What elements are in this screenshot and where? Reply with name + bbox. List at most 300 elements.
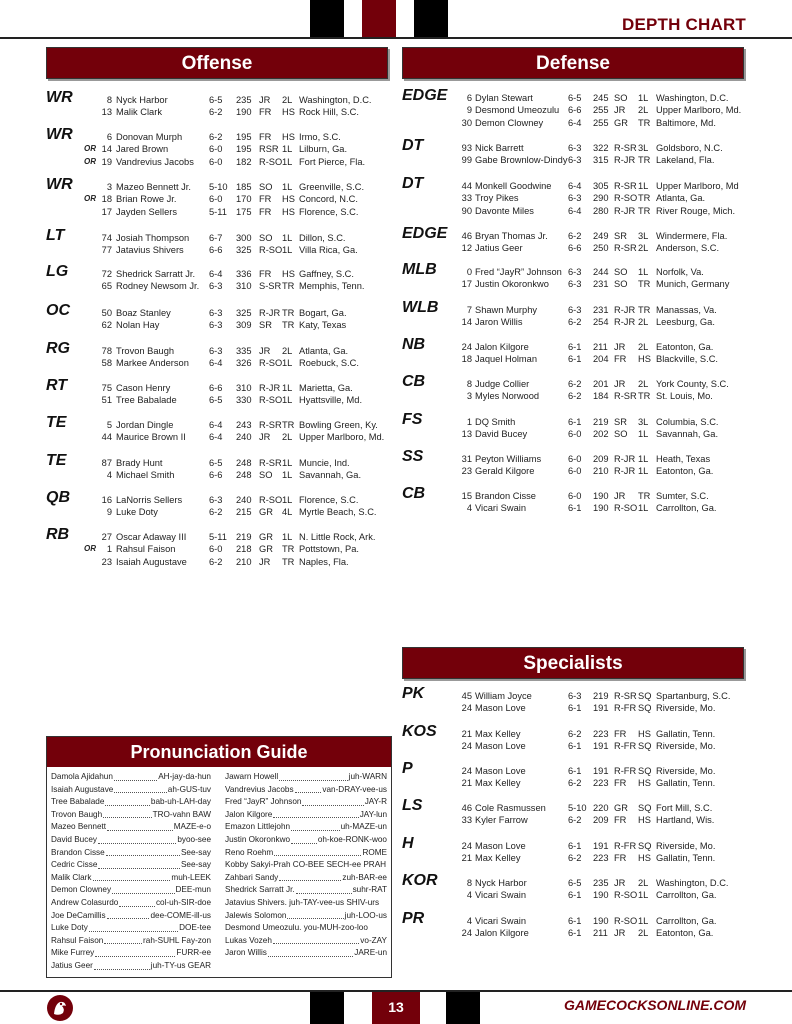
player-weight: 185 <box>236 182 252 192</box>
player-hometown: Fort Pierce, Fla. <box>299 156 366 167</box>
jersey-number: 0 <box>466 267 472 277</box>
player-height: 6-6 <box>568 105 582 116</box>
player-weight: 211 <box>593 928 608 939</box>
pronunciation-name: Jaron Willis <box>225 948 267 958</box>
player-height: 6-2 <box>568 815 582 826</box>
player-row <box>402 702 748 714</box>
player-height: 6-0 <box>209 156 223 167</box>
jersey-number: 62 <box>101 320 112 331</box>
position-label: H <box>402 835 414 852</box>
player-name: Nyck Harbor <box>475 878 527 888</box>
player-hometown: Hyattsville, Md. <box>299 395 363 406</box>
player-row <box>46 319 392 331</box>
pronunciation-name: Jatius Geer <box>51 960 93 970</box>
player-experience: 2L <box>638 342 649 352</box>
player-name: Tree Babalade <box>116 395 177 406</box>
leader-dots <box>98 859 180 869</box>
player-height: 6-5 <box>209 458 223 468</box>
player-experience: TR <box>282 281 295 292</box>
player-experience: 2L <box>638 928 649 939</box>
leader-dots <box>273 809 358 819</box>
player-hometown: Gallatin, Tenn. <box>656 853 716 864</box>
player-class: FR <box>614 815 627 826</box>
position-group <box>402 336 748 366</box>
player-hometown: Washington, D.C. <box>656 878 729 888</box>
player-weight: 223 <box>593 853 609 864</box>
player-experience: TR <box>282 544 295 555</box>
player-class: JR <box>259 346 271 356</box>
player-height: 6-2 <box>209 107 223 118</box>
player-hometown: Rock Hill, S.C. <box>299 107 359 118</box>
player-experience: 2L <box>638 105 649 116</box>
player-class: R-FR <box>614 703 637 714</box>
player-weight: 240 <box>236 495 252 505</box>
player-height: 6-1 <box>568 503 582 514</box>
player-row <box>402 428 748 440</box>
pronunciation-name: Damola Ajidahun <box>51 772 113 781</box>
jersey-number: 14 <box>461 317 472 328</box>
pronunciation-name: Shedrick Sarratt Jr. <box>225 885 295 895</box>
player-row <box>402 465 748 477</box>
or-indicator: OR <box>84 144 96 154</box>
player-experience: TR <box>282 320 295 331</box>
position-group <box>46 227 392 257</box>
player-name: Kyler Farrow <box>475 815 528 826</box>
pronunciation-value: MAZE-e-o <box>173 822 211 832</box>
player-height: 6-7 <box>209 233 223 243</box>
player-weight: 249 <box>593 231 609 241</box>
pronunciation-entry <box>225 897 387 910</box>
player-experience: 1L <box>282 532 293 542</box>
player-weight: 201 <box>593 379 609 389</box>
player-weight: 190 <box>593 916 609 926</box>
player-name: Boaz Stanley <box>116 308 171 318</box>
pronunciation-entry <box>225 796 387 809</box>
player-weight: 195 <box>236 132 252 142</box>
leader-dots <box>106 847 180 857</box>
player-height: 6-1 <box>568 741 582 752</box>
player-hometown: Lilburn, Ga. <box>299 144 348 155</box>
player-experience: 2L <box>282 95 293 105</box>
player-class: GR <box>259 507 273 518</box>
leader-dots <box>89 922 178 932</box>
pronunciation-name: Emazon Littlejohn <box>225 822 291 832</box>
player-class: R-SO <box>614 916 638 926</box>
pronunciation-value: zuh-BAR-ee <box>342 872 387 882</box>
pronunciation-entry <box>51 884 211 897</box>
player-row <box>46 206 392 218</box>
leader-dots <box>107 821 173 831</box>
pronunciation-column-right <box>225 771 387 960</box>
pronunciation-value: juh-LOO-us <box>344 910 387 920</box>
pronunciation-value: See-say <box>180 860 211 870</box>
pronunciation-entry <box>51 796 211 809</box>
player-row <box>402 316 748 328</box>
pronunciation-name: Desmond Umeozulu. you-MUH-zoo-loo <box>225 923 368 933</box>
pronunciation-name: Tree Babalade <box>51 797 105 807</box>
player-weight: 190 <box>593 503 609 514</box>
position-label: PK <box>402 685 425 702</box>
player-name: Rodney Newsom Jr. <box>116 281 200 292</box>
player-name: William Joyce <box>475 691 532 701</box>
pronunciation-value: uh-MAZE-un <box>340 822 387 832</box>
player-row <box>46 556 392 568</box>
player-class: R-JR <box>259 383 281 393</box>
player-row <box>46 244 392 256</box>
player-row <box>46 377 392 394</box>
player-weight: 223 <box>593 778 609 789</box>
player-hometown: Riverside, Mo. <box>656 841 716 851</box>
jersey-number: 21 <box>461 778 472 789</box>
player-height: 6-1 <box>568 342 582 352</box>
position-label: EDGE <box>402 87 448 104</box>
player-name: Max Kelley <box>475 729 521 739</box>
player-name: Nick Barrett <box>475 143 524 153</box>
player-name: Judge Collier <box>475 379 530 389</box>
player-experience: 3L <box>638 143 649 153</box>
player-experience: 1L <box>282 358 293 369</box>
player-name: Vicari Swain <box>475 890 526 901</box>
player-experience: TR <box>638 205 651 216</box>
player-height: 6-2 <box>568 317 582 328</box>
pronunciation-name: Jalon Kilgore <box>225 809 273 819</box>
player-weight: 211 <box>593 342 608 352</box>
player-class: SO <box>259 470 273 481</box>
position-label: QB <box>46 489 70 506</box>
position-label: WR <box>46 176 73 193</box>
player-height: 6-3 <box>568 143 582 153</box>
player-name: Gerald Kilgore <box>475 466 535 477</box>
player-class: FR <box>614 729 627 739</box>
website-link[interactable]: GAMECOCKSONLINE.COM <box>564 997 746 1013</box>
jersey-number: 18 <box>461 354 472 365</box>
player-height: 6-3 <box>209 346 223 356</box>
leader-dots <box>287 910 343 920</box>
player-weight: 309 <box>236 320 252 331</box>
player-experience: HS <box>282 269 295 279</box>
jersey-number: 7 <box>466 305 472 315</box>
position-group <box>402 685 748 715</box>
player-class: S-SR <box>259 281 282 292</box>
player-height: 6-0 <box>568 454 582 464</box>
player-weight: 250 <box>593 243 609 254</box>
position-group <box>46 176 392 218</box>
player-hometown: Pottstown, Pa. <box>299 544 359 555</box>
leader-dots <box>95 947 175 957</box>
player-hometown: St. Louis, Mo. <box>656 391 713 402</box>
player-weight: 223 <box>593 729 609 739</box>
player-height: 6-3 <box>568 279 582 290</box>
pronunciation-name: Isaiah Augustave <box>51 784 114 794</box>
player-row <box>46 506 392 518</box>
player-height: 6-1 <box>568 703 582 714</box>
jersey-number: 6 <box>106 132 112 142</box>
player-name: Markee Anderson <box>116 358 189 369</box>
jersey-number: 45 <box>461 691 472 701</box>
player-weight: 325 <box>236 245 252 256</box>
player-row <box>402 192 748 204</box>
position-group <box>46 340 392 370</box>
pronunciation-name: Rahsul Faison <box>51 935 104 945</box>
position-group <box>402 299 748 329</box>
position-group <box>46 452 392 482</box>
player-hometown: Bogart, Ga. <box>299 308 347 318</box>
position-label: EDGE <box>402 225 448 242</box>
player-class: R-SO <box>259 358 283 369</box>
player-class: R-FR <box>614 741 637 752</box>
player-hometown: Riverside, Mo. <box>656 766 716 776</box>
player-class: JR <box>614 379 626 389</box>
jersey-number: 8 <box>466 878 472 888</box>
leader-dots <box>302 796 363 806</box>
player-class: JR <box>259 556 271 567</box>
player-height: 6-1 <box>568 928 582 939</box>
player-weight: 326 <box>236 358 252 369</box>
player-row <box>46 280 392 292</box>
leader-dots <box>291 821 339 831</box>
player-hometown: Eatonton, Ga. <box>656 928 714 939</box>
player-hometown: Atlanta, Ga. <box>299 346 349 356</box>
pronunciation-name: Jalewis Solomon <box>225 910 287 920</box>
player-weight: 170 <box>236 194 252 205</box>
player-weight: 244 <box>593 267 609 277</box>
position-group <box>46 414 392 444</box>
player-name: Fred “JayR” Johnson <box>475 267 562 277</box>
player-hometown: Spartanburg, S.C. <box>656 691 731 701</box>
pronunciation-name: Lukas Vozeh <box>225 935 272 945</box>
player-name: Jayden Sellers <box>116 206 177 217</box>
position-group <box>402 760 748 790</box>
player-height: 6-0 <box>568 429 582 440</box>
player-row <box>46 526 392 543</box>
player-weight: 310 <box>236 281 252 292</box>
footer-decor-block <box>446 992 480 1024</box>
player-name: Monkell Goodwine <box>475 181 552 191</box>
jersey-number: 93 <box>461 143 472 153</box>
player-name: Josiah Thompson <box>116 233 190 243</box>
player-experience: SQ <box>638 691 652 701</box>
player-experience: SQ <box>638 766 652 776</box>
player-row <box>46 414 392 431</box>
player-hometown: Washington, D.C. <box>656 93 729 103</box>
pronunciation-guide <box>46 736 392 978</box>
player-row <box>402 336 748 353</box>
leader-dots <box>103 809 151 819</box>
player-experience: TR <box>282 556 295 567</box>
position-group <box>46 89 392 119</box>
player-weight: 248 <box>236 470 252 481</box>
jersey-number: 74 <box>101 233 112 243</box>
player-hometown: Hartland, Wis. <box>656 815 715 826</box>
player-experience: 1L <box>638 466 649 477</box>
player-height: 6-5 <box>568 878 582 888</box>
player-name: Shedrick Sarratt Jr. <box>116 269 196 279</box>
pronunciation-name: Trovon Baugh <box>51 809 103 819</box>
player-experience: TR <box>638 193 651 204</box>
player-class: R-SO <box>259 156 283 167</box>
player-height: 6-3 <box>568 691 582 701</box>
player-class: SR <box>614 231 627 241</box>
gamecock-logo-icon <box>46 994 74 1022</box>
player-row <box>46 431 392 443</box>
player-name: Dylan Stewart <box>475 93 533 103</box>
player-hometown: Gallatin, Tenn. <box>656 778 716 789</box>
jersey-number: 87 <box>101 458 112 468</box>
player-experience: 1L <box>638 429 649 440</box>
player-hometown: Windermere, Fla. <box>656 231 728 241</box>
jersey-number: 5 <box>106 420 112 430</box>
player-height: 6-1 <box>568 417 582 427</box>
position-group <box>402 373 748 403</box>
player-row <box>402 502 748 514</box>
player-weight: 335 <box>236 346 252 356</box>
player-height: 6-2 <box>568 391 582 402</box>
player-height: 6-2 <box>209 132 223 142</box>
position-label: LT <box>46 227 65 244</box>
page-title: DEPTH CHART <box>621 15 746 34</box>
jersey-number: 18 <box>101 194 112 205</box>
pronunciation-name: Luke Doty <box>51 923 88 933</box>
player-hometown: Washington, D.C. <box>299 95 372 105</box>
player-hometown: Upper Marlboro, Md <box>656 181 739 191</box>
player-class: SO <box>614 279 628 290</box>
player-row <box>402 814 748 826</box>
player-height: 6-2 <box>209 556 223 567</box>
jersey-number: 15 <box>461 491 472 501</box>
position-label: P <box>402 760 413 777</box>
or-indicator: OR <box>84 544 96 554</box>
pronunciation-value: oh-koe-RONK-woo <box>317 834 387 844</box>
player-weight: 190 <box>593 890 609 901</box>
player-experience: 3L <box>638 417 649 427</box>
player-experience: TR <box>638 391 651 402</box>
pronunciation-entry <box>225 784 387 797</box>
player-class: R-JR <box>614 466 636 477</box>
pronunciation-name: Cedric Cisse <box>51 860 98 870</box>
player-height: 6-3 <box>568 305 582 315</box>
position-group <box>402 448 748 478</box>
player-experience: HS <box>638 729 651 739</box>
jersey-number: 24 <box>461 342 472 352</box>
jersey-number: 9 <box>466 105 472 116</box>
player-class: R-SO <box>614 890 638 901</box>
position-group <box>402 485 748 515</box>
pronunciation-entry <box>225 821 387 834</box>
pronunciation-value: DOE-tee <box>179 923 211 933</box>
player-row <box>46 469 392 481</box>
player-experience: HS <box>282 206 295 217</box>
player-weight: 219 <box>593 691 609 701</box>
position-label: KOS <box>402 723 437 740</box>
position-group <box>402 723 748 753</box>
pronunciation-guide-title: Pronunciation Guide <box>47 737 391 767</box>
player-height: 6-2 <box>209 507 223 518</box>
player-class: FR <box>259 194 272 205</box>
leader-dots <box>94 960 150 970</box>
jersey-number: 13 <box>461 429 472 440</box>
player-hometown: Memphis, Tenn. <box>299 281 365 292</box>
player-weight: 235 <box>236 95 252 105</box>
player-weight: 202 <box>593 429 609 440</box>
player-experience: 1L <box>282 233 293 243</box>
pronunciation-value: rah-SUHL Fay-zon <box>143 935 211 945</box>
leader-dots <box>105 796 150 806</box>
player-height: 6-0 <box>568 466 582 477</box>
player-class: R-JR <box>614 317 636 328</box>
player-weight: 209 <box>593 815 609 826</box>
player-hometown: Upper Marlboro, Md. <box>299 432 385 443</box>
player-experience: 2L <box>638 317 649 328</box>
player-name: Maurice Brown II <box>116 432 186 443</box>
player-experience: 1L <box>638 93 649 103</box>
player-experience: 1L <box>282 470 293 481</box>
player-hometown: Florence, S.C. <box>299 495 359 505</box>
or-indicator: OR <box>84 156 96 166</box>
jersey-number: 12 <box>461 243 472 254</box>
player-row <box>402 117 748 129</box>
player-name: Peyton Williams <box>475 454 542 464</box>
player-hometown: Katy, Texas <box>299 320 347 331</box>
position-group <box>46 302 392 332</box>
player-weight: 220 <box>593 803 609 813</box>
player-class: R-SO <box>614 193 638 204</box>
pronunciation-name: Mike Furrey <box>51 948 95 958</box>
player-height: 6-6 <box>568 243 582 254</box>
player-weight: 190 <box>593 491 609 501</box>
player-experience: 2L <box>282 432 293 443</box>
jersey-number: 72 <box>101 269 112 279</box>
jersey-number: 17 <box>461 279 472 290</box>
player-hometown: Riverside, Mo. <box>656 703 716 714</box>
player-name: Bryan Thomas Jr. <box>475 231 548 241</box>
player-class: R-SO <box>259 245 283 256</box>
header-decor <box>310 0 440 38</box>
player-name: Brandon Cisse <box>475 491 536 501</box>
player-hometown: Roebuck, S.C. <box>299 358 359 369</box>
player-weight: 245 <box>593 93 609 103</box>
player-name: Michael Smith <box>116 470 175 481</box>
pronunciation-column-left <box>51 771 211 973</box>
player-experience: 2L <box>638 379 649 389</box>
player-experience: HS <box>638 815 651 826</box>
player-height: 6-3 <box>568 193 582 204</box>
player-hometown: Carrollton, Ga. <box>656 503 717 514</box>
leader-dots <box>119 897 155 907</box>
position-group <box>402 835 748 865</box>
pronunciation-entry <box>225 834 387 847</box>
player-row <box>402 797 748 814</box>
pronunciation-entry <box>51 872 211 885</box>
pronunciation-name: Jatavius Shivers. juh-TAY-vee-us SHIV-urs <box>225 897 380 907</box>
player-row <box>402 154 748 166</box>
player-weight: 290 <box>593 193 609 204</box>
player-class: JR <box>614 105 626 116</box>
decor-block <box>414 0 448 38</box>
leader-dots <box>93 872 171 882</box>
player-hometown: Norfolk, Va. <box>656 267 704 277</box>
player-row <box>402 373 748 390</box>
defense-banner: Defense <box>402 47 744 79</box>
player-row <box>46 452 392 469</box>
position-label: PR <box>402 910 425 927</box>
player-hometown: Irmo, S.C. <box>299 132 341 142</box>
jersey-number: 27 <box>101 532 112 542</box>
position-group <box>46 377 392 407</box>
player-hometown: Greenville, S.C. <box>299 182 365 192</box>
player-class: R-SR <box>614 181 637 191</box>
player-class: JR <box>259 95 271 105</box>
player-weight: 305 <box>593 181 609 191</box>
